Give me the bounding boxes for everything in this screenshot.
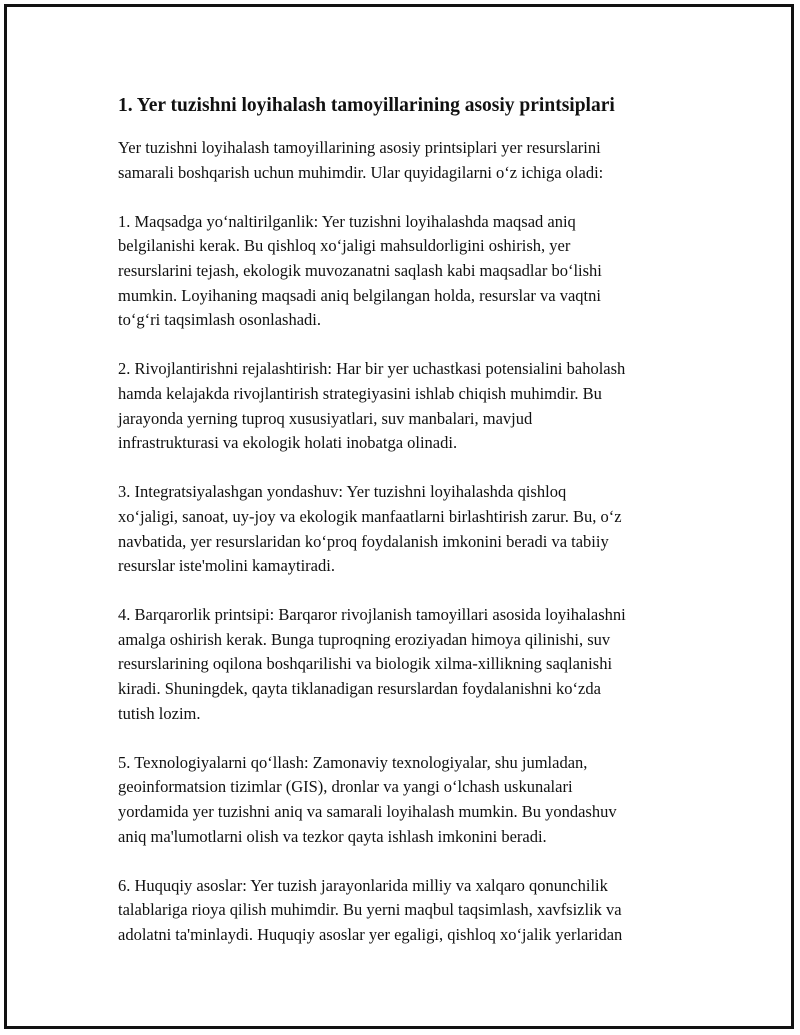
paragraph: [118, 751, 698, 849]
document-title: 1. Yer tuzishni loyihalash tamoyillarining asosiy printsiplari: [118, 95, 615, 116]
text-line: resurslarini tejash, ekologik muvozanatni saqlash kabi maqsadlar boʻlishi: [118, 260, 602, 280]
paragraph: [118, 874, 698, 948]
text-line: talablariga rioya qilish muhimdir. Bu yerni maqbul taqsimlash, xavfsizlik va: [118, 900, 622, 920]
text-line: aniq ma'lumotlarni olish va tezkor qayta ishlash imkonini beradi.: [118, 826, 547, 846]
text-line: navbatida, yer resurslaridan koʻproq foydalanish imkonini beradi va tabiiy: [118, 531, 609, 551]
text-line: Yer tuzishni loyihalash tamoyillarining asosiy printsiplari yer resurslarini: [118, 138, 601, 157]
document-body: [118, 94, 698, 972]
text-line: resurslar iste'molini kamaytiradi.: [118, 556, 335, 576]
text-line: 2. Rivojlantirishni rejalashtirish: Har bir yer uchastkasi potensialini baholash: [118, 359, 626, 379]
paragraph: [118, 603, 698, 726]
text-line: yordamida yer tuzishni aniq va samarali loyihalash mumkin. Bu yondashuv: [118, 802, 617, 822]
text-line: amalga oshirish kerak. Bunga tuproqning eroziyadan himoya qilinishi, suv: [118, 629, 611, 649]
paragraph-list: [118, 136, 698, 948]
paragraph: [118, 480, 698, 578]
paragraph: [118, 136, 698, 185]
paragraph: [118, 210, 698, 333]
text-line: 4. Barqarorlik printsipi: Barqaror rivojlanish tamoyillari asosida loyihalashni: [118, 605, 626, 625]
text-line: jarayonda yerning tuproq xususiyatlari, suv manbalari, mavjud: [118, 408, 533, 428]
text-line: mumkin. Loyihaning maqsadi aniq belgilangan holda, resurslar va vaqtni: [118, 285, 601, 305]
text-line: tutish lozim.: [118, 703, 201, 723]
text-line: 6. Huquqiy asoslar: Yer tuzish jarayonlarida milliy va xalqaro qonunchilik: [118, 875, 608, 895]
text-line: kiradi. Shuningdek, qayta tiklanadigan resurslardan foydalanishni koʻzda: [118, 679, 601, 699]
text-line: resurslarining oqilona boshqarilishi va biologik xilma-xillikning saqlanishi: [118, 654, 613, 674]
text-line: adolatni ta'minlaydi. Huquqiy asoslar yer egaligi, qishloq xoʻjalik yerlaridan: [118, 925, 623, 944]
text-line: toʻgʻri taqsimlash osonlashadi.: [118, 310, 322, 330]
text-line: belgilanishi kerak. Bu qishloq xoʻjaligi mahsuldorligini oshirish, yer: [118, 236, 571, 256]
text-line: hamda kelajakda rivojlantirish strategiyasini ishlab chiqish muhimdir. Bu: [118, 383, 602, 403]
text-line: xoʻjaligi, sanoat, uy-joy va ekologik manfaatlarni birlashtirish zarur. Bu, oʻz: [118, 506, 622, 526]
text-line: 1. Maqsadga yoʻnaltirilganlik: Yer tuzishni loyihalashda maqsad aniq: [118, 211, 576, 231]
text-line: 3. Integratsiyalashgan yondashuv: Yer tuzishni loyihalashda qishloq: [118, 482, 567, 502]
text-line: infrastrukturasi va ekologik holati inobatga olinadi.: [118, 433, 458, 453]
text-line: geoinformatsion tizimlar (GIS), dronlar va yangi oʻlchash uskunalari: [118, 777, 573, 797]
text-line: samarali boshqarish uchun muhimdir. Ular quyidagilarni oʻz ichiga oladi:: [118, 162, 604, 182]
text-line: 5. Texnologiyalarni qoʻllash: Zamonaviy texnologiyalar, shu jumladan,: [118, 752, 588, 772]
paragraph: [118, 357, 698, 455]
